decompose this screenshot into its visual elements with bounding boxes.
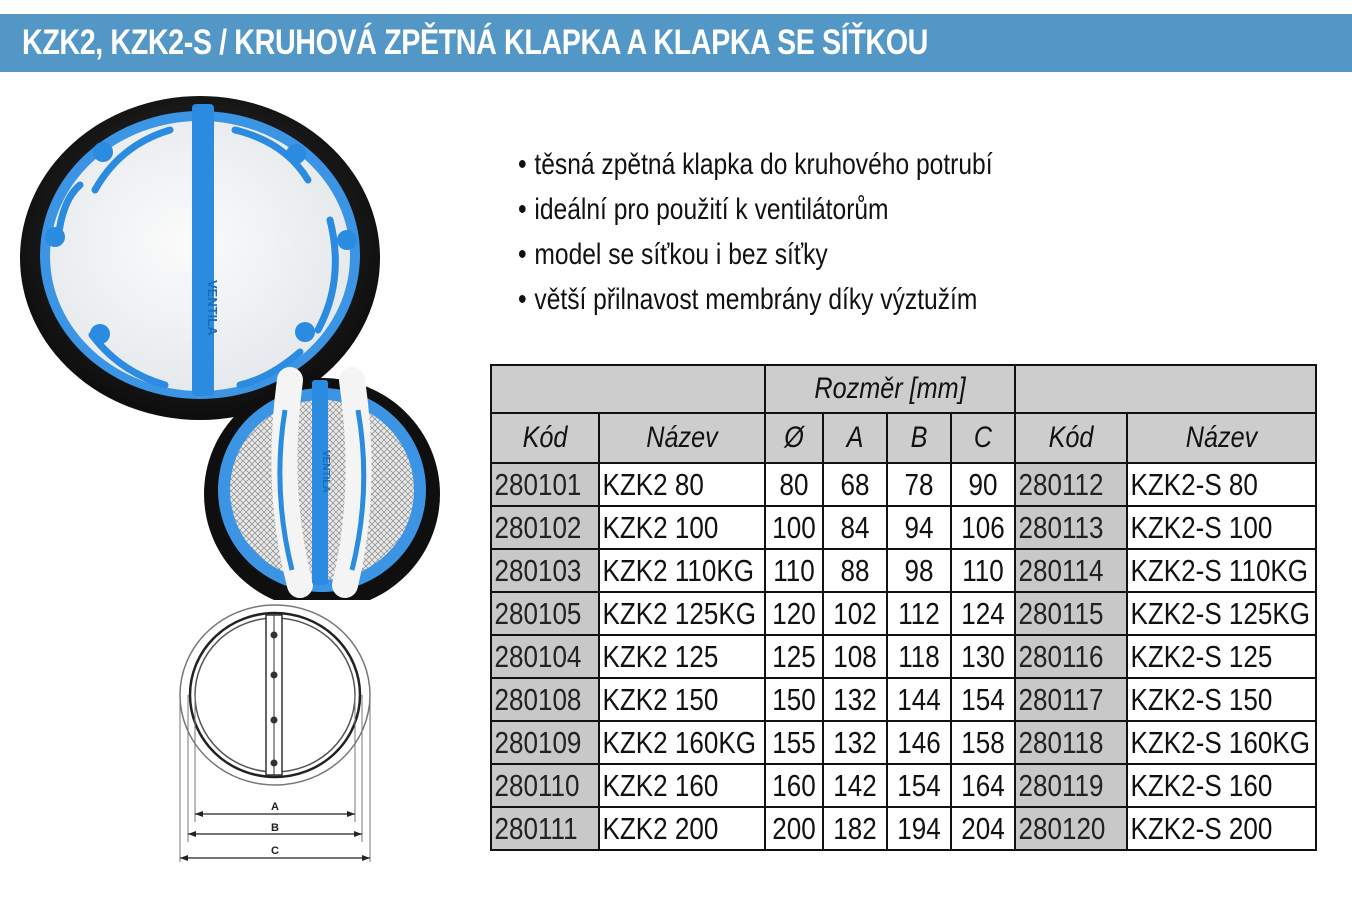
cell-a: 102 [823, 592, 887, 635]
cell-kod: 280105 [491, 592, 599, 635]
cell-kod: 280104 [491, 635, 599, 678]
cell-kod-s: 280116 [1015, 635, 1127, 678]
cell-nazev-s: KZK2-S 125KG [1127, 592, 1316, 635]
cell-nazev-s: KZK2-S 110KG [1127, 549, 1316, 592]
cell-diameter: 160 [765, 764, 823, 807]
cell-b: 94 [887, 506, 951, 549]
cell-kod-s: 280114 [1015, 549, 1127, 592]
cell-nazev: KZK2 150 [599, 678, 765, 721]
cell-a: 68 [823, 463, 887, 506]
dimension-label-b: B [271, 822, 279, 834]
cell-kod-s: 280115 [1015, 592, 1127, 635]
cell-nazev: KZK2 80 [599, 463, 765, 506]
cell-b: 112 [887, 592, 951, 635]
cell-kod: 280102 [491, 506, 599, 549]
feature-item: • model se síťkou i bez síťky [518, 236, 1174, 281]
cell-c: 106 [951, 506, 1015, 549]
table-column-header-row [491, 413, 1316, 463]
bullet-icon: • [518, 283, 527, 316]
cell-kod-s: 280117 [1015, 678, 1127, 721]
cell-kod: 280109 [491, 721, 599, 764]
table-row [491, 592, 1316, 635]
cell-diameter: 200 [765, 807, 823, 850]
cell-kod-s: 280118 [1015, 721, 1127, 764]
cell-diameter: 125 [765, 635, 823, 678]
column-header-a: A [823, 413, 887, 463]
cell-kod-s: 280113 [1015, 506, 1127, 549]
column-header-kod: Kód [491, 413, 599, 463]
cell-nazev-s: KZK2-S 150 [1127, 678, 1316, 721]
column-header-nazev-s: Název [1127, 413, 1316, 463]
cell-kod: 280103 [491, 549, 599, 592]
column-header-nazev: Název [599, 413, 765, 463]
cell-diameter: 155 [765, 721, 823, 764]
cell-diameter: 110 [765, 549, 823, 592]
table-row [491, 549, 1316, 592]
cell-a: 84 [823, 506, 887, 549]
cell-nazev-s: KZK2-S 80 [1127, 463, 1316, 506]
spec-table [490, 364, 1317, 851]
cell-kod-s: 280120 [1015, 807, 1127, 850]
cell-c: 124 [951, 592, 1015, 635]
dimension-group-header: Rozměr [mm] [765, 365, 1015, 413]
cell-a: 88 [823, 549, 887, 592]
svg-text:VENTILA: VENTILA [320, 450, 331, 493]
cell-a: 108 [823, 635, 887, 678]
table-row [491, 635, 1316, 678]
cell-c: 90 [951, 463, 1015, 506]
column-header-c: C [951, 413, 1015, 463]
cell-nazev-s: KZK2-S 160KG [1127, 721, 1316, 764]
cell-a: 142 [823, 764, 887, 807]
cell-b: 146 [887, 721, 951, 764]
cell-nazev-s: KZK2-S 160 [1127, 764, 1316, 807]
cell-nazev-s: KZK2-S 100 [1127, 506, 1316, 549]
cell-b: 118 [887, 635, 951, 678]
cell-c: 110 [951, 549, 1015, 592]
cell-c: 154 [951, 678, 1015, 721]
cell-b: 194 [887, 807, 951, 850]
column-header-kod-s: Kód [1015, 413, 1127, 463]
cell-c: 204 [951, 807, 1015, 850]
cell-kod: 280108 [491, 678, 599, 721]
cell-c: 164 [951, 764, 1015, 807]
cell-kod-s: 280119 [1015, 764, 1127, 807]
cell-nazev: KZK2 160KG [599, 721, 765, 764]
table-row [491, 807, 1316, 850]
cell-nazev-s: KZK2-S 125 [1127, 635, 1316, 678]
table-row [491, 764, 1316, 807]
cell-nazev: KZK2 160 [599, 764, 765, 807]
cell-b: 78 [887, 463, 951, 506]
cell-kod-s: 280112 [1015, 463, 1127, 506]
cell-a: 132 [823, 678, 887, 721]
table-row [491, 463, 1316, 506]
cell-b: 154 [887, 764, 951, 807]
cell-diameter: 80 [765, 463, 823, 506]
feature-item: • těsná zpětná klapka do kruhového potrubí [518, 146, 1174, 191]
bullet-icon: • [518, 148, 527, 181]
cell-a: 132 [823, 721, 887, 764]
cell-diameter: 120 [765, 592, 823, 635]
feature-item: • ideální pro použití k ventilátorům [518, 191, 1174, 236]
cell-nazev-s: KZK2-S 200 [1127, 807, 1316, 850]
bullet-icon: • [518, 238, 527, 271]
cell-nazev: KZK2 200 [599, 807, 765, 850]
dimension-label-a: A [271, 801, 279, 813]
table-row [491, 506, 1316, 549]
column-header-diameter: Ø [765, 413, 823, 463]
svg-text:VENTILA: VENTILA [205, 280, 220, 336]
table-header-blank [491, 365, 765, 413]
column-header-b: B [887, 413, 951, 463]
page-title: KZK2, KZK2-S / KRUHOVÁ ZPĚTNÁ KLAPKA A KLAPKA SE SÍŤKOU [22, 23, 928, 62]
cell-nazev: KZK2 125KG [599, 592, 765, 635]
cell-b: 98 [887, 549, 951, 592]
cell-c: 158 [951, 721, 1015, 764]
cell-diameter: 100 [765, 506, 823, 549]
small-valve-photo [204, 378, 440, 600]
technical-drawing [170, 600, 390, 870]
cell-b: 144 [887, 678, 951, 721]
cell-nazev: KZK2 125 [599, 635, 765, 678]
feature-list [518, 146, 1318, 326]
feature-item: • větší přilnavost membrány díky výztužím [518, 281, 1174, 326]
table-header-blank [1015, 365, 1316, 413]
cell-c: 130 [951, 635, 1015, 678]
table-row [491, 678, 1316, 721]
product-photo [0, 80, 480, 600]
cell-kod: 280111 [491, 807, 599, 850]
cell-kod: 280110 [491, 764, 599, 807]
dimension-label-c: C [271, 845, 279, 857]
table-group-header-row [491, 365, 1316, 413]
cell-nazev: KZK2 100 [599, 506, 765, 549]
large-valve-photo [20, 96, 380, 420]
cell-a: 182 [823, 807, 887, 850]
bullet-icon: • [518, 193, 527, 226]
table-row [491, 721, 1316, 764]
header-bar [0, 14, 1352, 72]
cell-nazev: KZK2 110KG [599, 549, 765, 592]
cell-kod: 280101 [491, 463, 599, 506]
cell-diameter: 150 [765, 678, 823, 721]
